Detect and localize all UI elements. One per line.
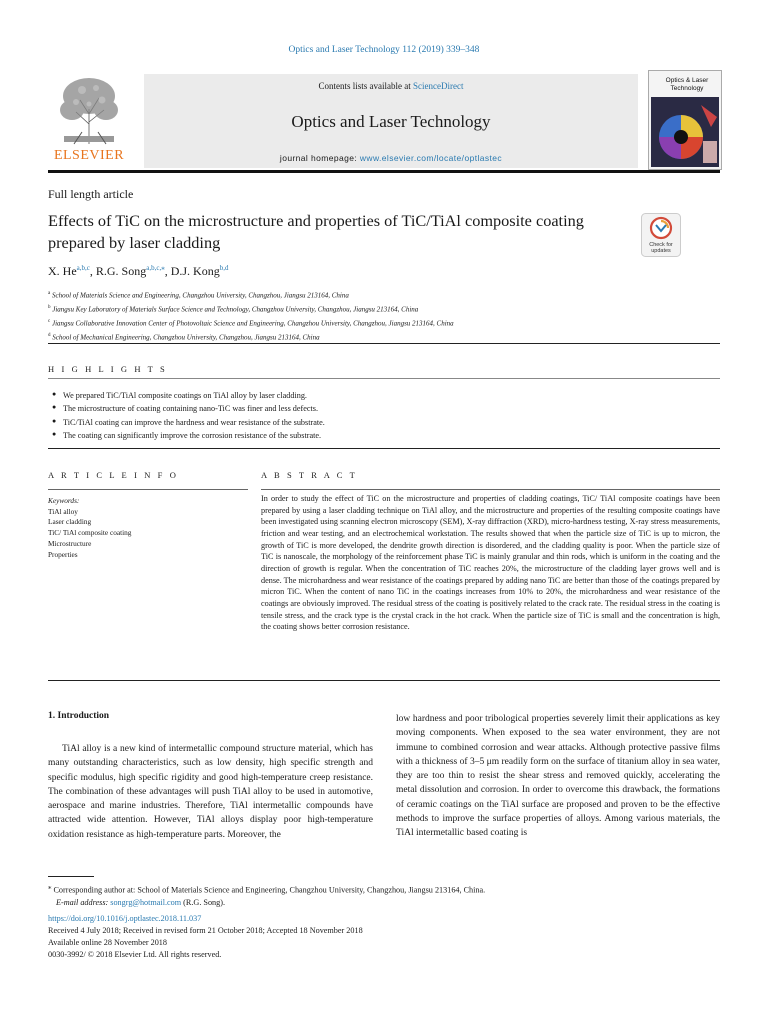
author-name[interactable]: D.J. Kong [170,264,220,278]
section-heading-introduction: 1. Introduction [48,711,110,721]
journal-homepage-link[interactable]: www.elsevier.com/locate/optlastec [359,153,503,163]
copyright: 0030-3992/ © 2018 Elsevier Ltd. All rights reserved. [48,950,222,959]
affiliation-item [48,302,728,316]
journal-citation-link[interactable]: Optics and Laser Technology 112 (2019) 339–348 [288,45,480,55]
masthead-rule [48,170,720,173]
author-affiliation-sup[interactable]: a,b,c [76,264,90,272]
keyword: Microstructure [48,538,92,548]
journal-name: Optics and Laser Technology [291,112,491,131]
elsevier-logo[interactable] [48,70,130,166]
footnote-email-line [48,897,720,909]
author-name[interactable]: X. He [48,264,77,278]
highlights-list [52,389,712,443]
divider [48,489,248,490]
available-online: Available online 28 November 2018 [48,938,167,947]
publication-info [48,913,720,961]
affiliation-key: a [48,291,51,296]
divider [48,448,720,449]
highlight-item: ● TiC/TiAl coating can improve the hardness and wear resistance of the substrate. [52,416,712,429]
article-type: Full length article [48,187,134,201]
highlight-item: ● The microstructure of coating containing nano-TiC was finer and less defects. [52,402,712,415]
cover-title [657,77,717,93]
keyword: TiAl alloy [48,506,78,516]
author-affiliation-sup[interactable]: a,b,c,⁎ [146,264,165,272]
affiliation-text: School of Materials Science and Engineering, Changzhou University, Changzhou, Jiangsu 213164, China [51,291,349,300]
affiliation-key: c [48,318,51,324]
email-suffix: (R.G. Song). [183,897,226,907]
received-dates: Received 4 July 2018; Received in revised form 21 October 2018; Accepted 18 November 2018 [48,926,363,935]
divider [48,378,720,379]
corresponding-author-footnote [48,882,720,909]
keywords-label: Keywords: [48,496,80,505]
footnote-mark: ⁎ [48,884,52,891]
affiliation-item [48,316,728,330]
footnote-text: Corresponding author at: School of Materials Science and Engineering, Changzhou University, Changzhou, Jiangsu 213164, China. [53,885,486,895]
article-title: Effects of TiC on the microstructure and properties of TiC/TiAl composite coating prepared by laser cladding [48,211,584,252]
elsevier-tree-icon [54,74,124,146]
abstract-text: In order to study the effect of TiC on the microstructure and properties of cladding coatings, TiC/ TiAl composite coatings have been prepared by using a laser cladding technique on TiAl alloy, and the microstructure and properties of the resulting composite coatings have been investigated using scanning electron microscopy (SEM), X-ray diffraction (XRD), micro-hardness testing, X-ray stress measurements, friction and wear testing, and an electrochemical workstation. The results showed that when the particle size of TiC is up to micron, the growth of TiC is more developed, the dendrite growth direction is disordered, and the cladding quality is poor. When the particle size of TiC is nanoscale, the morphology of the reinforcement phase TiC is mainly granular and thin rods, which is uniform in the coating and the direction of growth is regular. When the concentration of TiC reaches 20%, the microstructure of the cladding layer grows well and is dense. The microhardness and wear resistance of the coatings prepared by adding nano TiC are better than those of the coatings prepared by micron TiC. When the content of nano TiC in the coatings increases from 10% to 20%, the microhardness and wear resistance of the coatings are obviously improved. The residual stress of the coating is positively related to the crack rate. The residual stress in the coating is tensile stress, and the crack type is the crystal crack in the hot crack. When the particle size of TiC is small and the concentration is high, the coating shows better corrosion resistance. [261,494,720,632]
author-list: X. He$^{a,b,c}$, R.G. Song$^{a,b,c,⁎}$, D.J. Kong$^{b,d}$ [48,264,229,278]
journal-homepage-line [144,153,638,163]
keywords-block [48,496,248,560]
keyword: Properties [48,549,78,559]
sciencedirect-link[interactable]: ScienceDirect [413,81,464,91]
affiliation-item [48,330,728,344]
affiliation-text: Jiangsu Collaborative Innovation Center of Photovoltaic Science and Engineering, Changzhou University, Changzhou, Jiangsu 213164, China [51,319,454,328]
check-for-updates-button[interactable] [641,213,681,257]
highlight-item: ● We prepared TiC/TiAl composite coatings on TiAl alloy by laser cladding. [52,389,712,402]
keyword: Laser cladding [48,517,92,527]
affiliation-key: b [48,304,51,310]
affiliation-item [48,288,728,302]
abstract-heading: A B S T R A C T [261,470,358,480]
email-link[interactable]: songrg@hotmail.com [110,897,182,907]
cover-art-image [651,97,719,167]
contents-prefix: Contents lists available at [318,81,413,91]
email-label: E-mail address: [56,897,109,907]
affiliations [48,288,728,344]
affiliation-text: Jiangsu Key Laboratory of Materials Surface Science and Technology, Changzhou University, Changzhou, Jiangsu 213164, China [52,305,419,314]
journal-title-band [144,74,638,168]
masthead [48,70,720,168]
contents-line [144,81,638,91]
check-updates-icon [641,213,681,257]
elsevier-wordmark: ELSEVIER [53,148,125,163]
divider [261,489,720,490]
body-text-column-right: low hardness and poor tribological properties severely limit their applications as key moving components. When exposed to the sea water environment, they are not immune to combined corrosion and wear attacks. Although protective passive films with a thickness of 3–5 μm readily form on the surface of titanium alloy in sea water, they are too thin to resist the shear stress and removed quickly, accelerating the metal dissolution and corrosion. In order to overcome this drawback, the formations of ceramic coatings on the TiAl surface are proposed and proven to be the effective methods to improve the surface properties of alloys. Among various materials, the TiAl intermetallic based coating is [396,714,720,839]
highlight-item: ● The coating can significantly improve the corrosion resistance of the substrate. [52,429,712,442]
check-updates-line2: updates [651,248,671,254]
doi-link[interactable]: https://doi.org/10.1016/j.optlastec.2018.11.037 [48,914,202,923]
homepage-prefix: journal homepage: [279,153,360,163]
author-affiliation-sup[interactable]: b,d [219,264,229,272]
author-name[interactable]: R.G. Song [95,264,147,278]
check-updates-line1: Check for [649,242,673,248]
footnote-divider [48,876,94,877]
affiliation-key: d [48,332,51,338]
cover-title-line: Optics & Laser [665,77,709,84]
body-text-column-left: TiAl alloy is a new kind of intermetallic compound structure material, which has many outstanding characteristics, such as low density, high specific strength and specific modulus, high specific rigidity and good high-temperature creep resistance. The combination of these advantages will push TiAl alloy to be used in automotive, aerospace and marine industries. Therefore, TiAl intermetallic compounds have attracted wide attention. However, TiAl alloys display poor high-temperature oxidation resistance as high-temperature parts. Moreover, the [48,744,373,840]
affiliation-text: School of Mechanical Engineering, Changzhou University, Changzhou, Jiangsu 213164, China [52,333,320,342]
divider [48,343,720,344]
keyword: TiC/ TiAl composite coating [48,528,132,538]
cover-title-line: Technology [670,85,704,92]
highlights-heading: H I G H L I G H T S [48,364,168,374]
footnote-corresponding [48,882,720,897]
divider [48,680,720,681]
article-info-heading: A R T I C L E I N F O [48,470,179,480]
journal-cover-thumbnail[interactable] [648,70,722,170]
